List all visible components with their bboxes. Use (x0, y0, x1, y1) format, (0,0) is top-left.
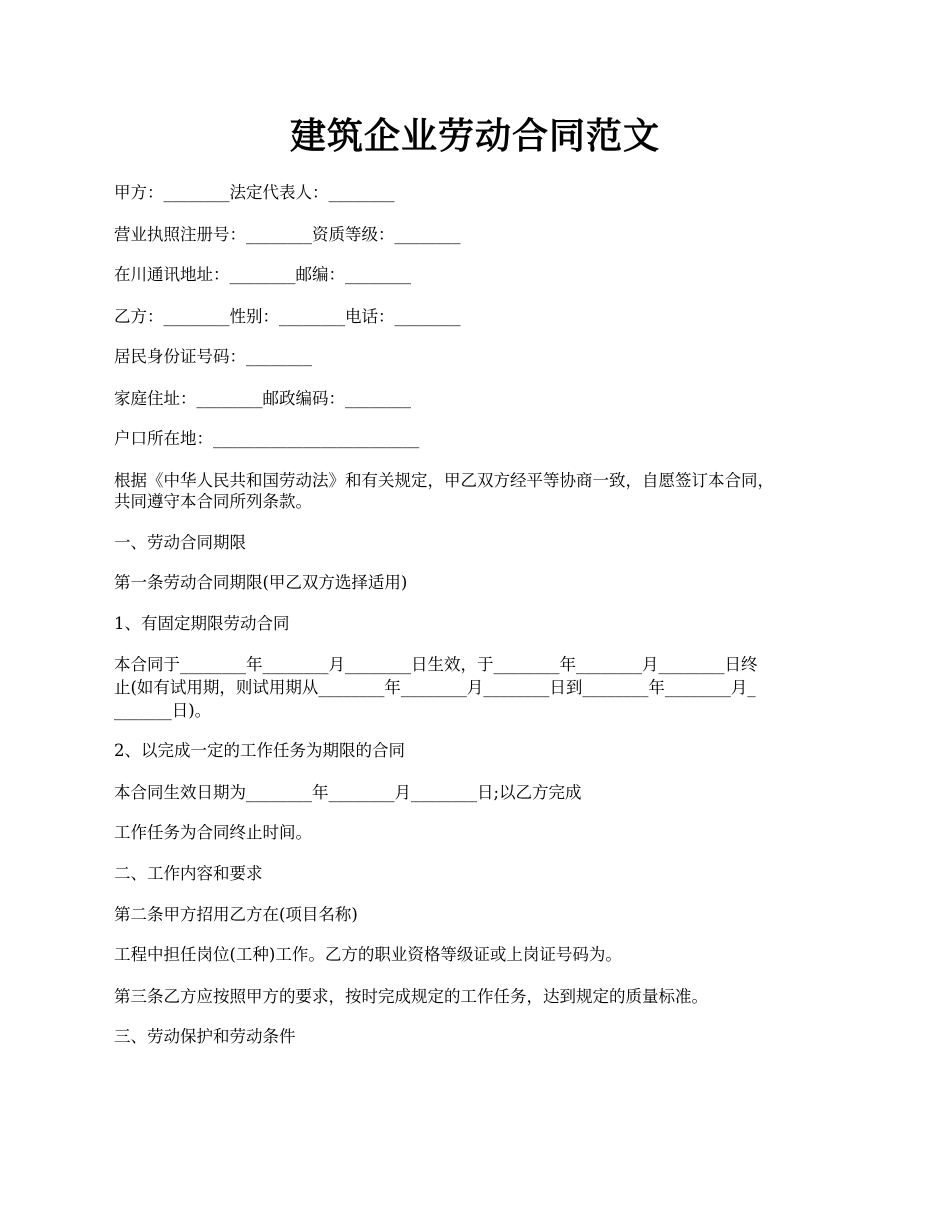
preamble-line-2: 共同遵守本合同所列条款。 (114, 492, 312, 511)
party-a-line: 甲方：________法定代表人：________ (114, 183, 395, 202)
section-heading-work: 二、工作内容和要求 (114, 864, 263, 883)
fixed-term-clause-line-3: _______日)。 (114, 701, 212, 720)
household-registration-line: 户口所在地：_________________________ (114, 429, 420, 448)
article-2-line: 第二条甲方招用乙方在(项目名称) (114, 905, 358, 924)
fixed-term-clause-line-1: 本合同于________年________月________日生效，于________年________月________日终 (114, 655, 758, 674)
section-heading-term: 一、劳动合同期限 (114, 533, 246, 552)
preamble-line-1: 根据《中华人民共和国劳动法》和有关规定，甲乙双方经平等协商一致，自愿签订本合同， (114, 471, 774, 490)
document-title: 建筑企业劳动合同范文 (289, 115, 660, 157)
task-term-end-line: 工作任务为合同终止时间。 (114, 823, 312, 842)
party-b-line: 乙方：________性别：________电话：________ (114, 307, 461, 326)
section-heading-protection: 三、劳动保护和劳动条件 (114, 1027, 296, 1046)
job-position-line: 工程中担任岗位(工种)工作。乙方的职业资格等级证或上岗证号码为。 (114, 945, 622, 964)
fixed-term-heading: 1、有固定期限劳动合同 (114, 614, 290, 633)
party-a-address-line: 在川通讯地址：________邮编：________ (114, 265, 411, 284)
home-address-line: 家庭住址：________邮政编码：________ (114, 389, 411, 408)
id-number-line: 居民身份证号码：________ (114, 347, 312, 366)
article-3-line: 第三条乙方应按照甲方的要求，按时完成规定的工作任务，达到规定的质量标准。 (114, 987, 708, 1006)
task-term-clause-line: 本合同生效日期为________年________月________日;以乙方完成 (114, 783, 582, 802)
article-1-line: 第一条劳动合同期限(甲乙双方选择适用) (114, 573, 408, 592)
fixed-term-clause-line-2: 止(如有试用期，则试用期从________年________月________日到________年________月_ (114, 678, 756, 697)
business-license-line: 营业执照注册号：________资质等级：________ (114, 225, 461, 244)
task-term-heading: 2、以完成一定的工作任务为期限的合同 (114, 741, 405, 760)
